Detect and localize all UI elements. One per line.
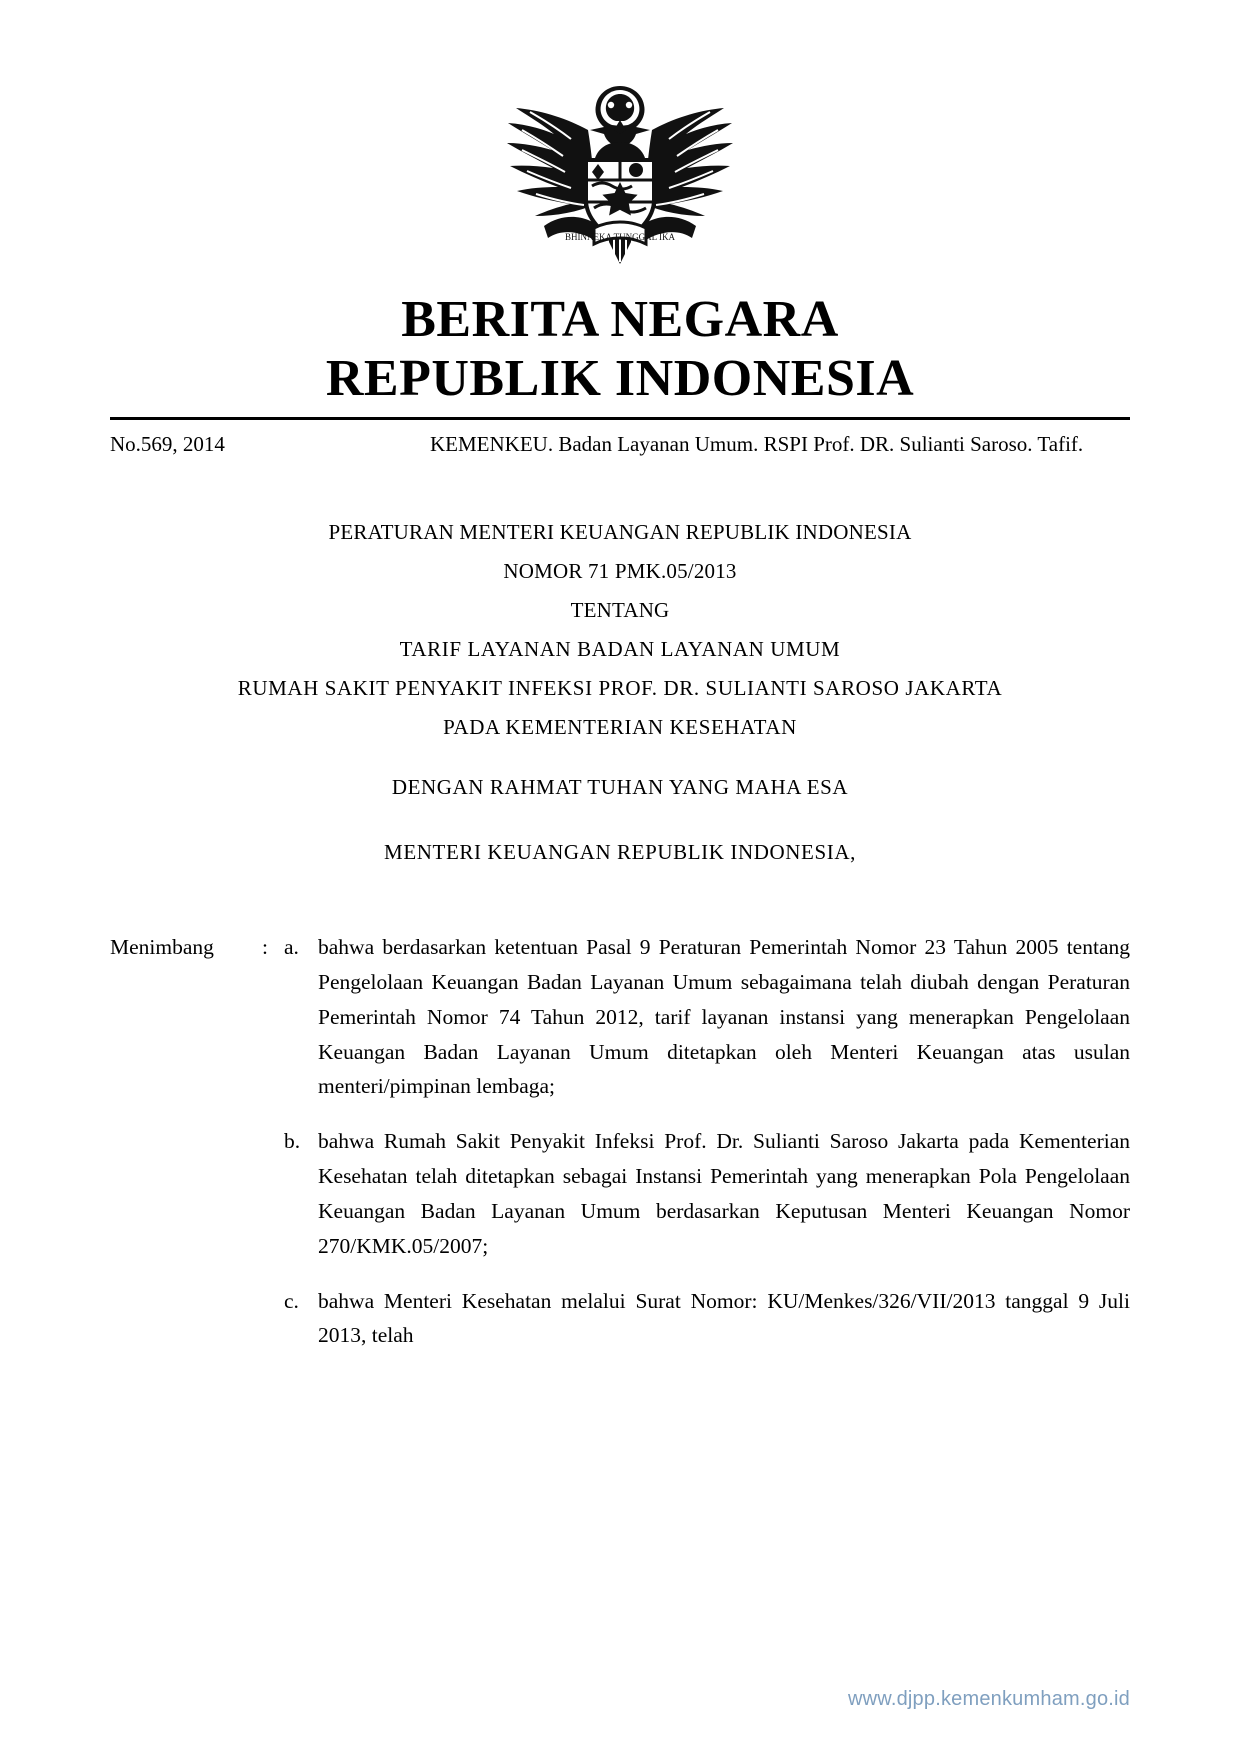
- considering-text-c: bahwa Menteri Kesehatan melalui Surat Nomor: KU/Menkes/326/VII/2013 tanggal 9 Juli 2013, telah: [318, 1288, 1130, 1348]
- footer-watermark-url: www.djpp.kemenkumham.go.id: [848, 1688, 1130, 1710]
- considering-text-b: bahwa Rumah Sakit Penyakit Infeksi Prof. Dr. Sulianti Saroso Jakarta pada Kementerian Kesehatan telah ditetapkan sebagai Instansi Pemerintah yang menerapkan Pola Pengelolaan Keuangan Badan Layanan Umum berdasarkan Keputusan Menteri Keuangan Nomor 270/KMK.05/2007;: [318, 1129, 1130, 1258]
- title-line-tentang: TENTANG: [570, 598, 670, 623]
- title-spacer-1: [110, 746, 1130, 768]
- title-line-subject-1: TARIF LAYANAN BADAN LAYANAN UMUM: [399, 636, 841, 661]
- title-line-number: NOMOR 71 PMK.05/2013: [503, 559, 737, 584]
- considering-letter-a: a.: [284, 935, 299, 960]
- considering-section: [110, 930, 1130, 1353]
- title-spacer-2: [110, 807, 1130, 833]
- considering-item-c: [110, 1284, 1130, 1354]
- issue-line: [110, 430, 1130, 460]
- title-line-institution: PERATURAN MENTERI KEUANGAN REPUBLIK INDONESIA: [328, 520, 912, 545]
- masthead-divider: [110, 417, 1130, 420]
- issue-subject: KEMENKEU. Badan Layanan Umum. RSPI Prof. DR. Sulianti Saroso. Tafif.: [430, 431, 1084, 456]
- title-line-blessing: DENGAN RAHMAT TUHAN YANG MAHA ESA: [391, 775, 849, 800]
- regulation-title-block: [110, 513, 1130, 872]
- considering-colon: :: [262, 935, 268, 960]
- considering-text-a: bahwa berdasarkan ketentuan Pasal 9 Peraturan Pemerintah Nomor 23 Tahun 2005 tentang Pengelolaan Keuangan Badan Layanan Umum sebagaimana telah diubah dengan Peraturan Pemerintah Nomor 74 Tahun 2012, tarif layanan instansi yang menerapkan Pengelolaan Keuangan Badan Layanan Umum ditetapkan oleh Menteri Keuangan atas usulan menteri/pimpinan lembaga;: [318, 935, 1130, 1099]
- considering-letter-b: b.: [284, 1129, 301, 1154]
- masthead-line-2: REPUBLIK INDONESIA: [325, 350, 915, 408]
- considering-item-a: [110, 930, 1130, 1104]
- masthead-title: [110, 290, 1130, 409]
- title-line-subject-2: RUMAH SAKIT PENYAKIT INFEKSI PROF. DR. SULIANTI SAROSO JAKARTA: [237, 675, 1003, 700]
- svg-text:BHINNEKA TUNGGAL IKA: BHINNEKA TUNGGAL IKA: [565, 232, 675, 242]
- considering-label: Menimbang: [110, 935, 214, 960]
- title-line-minister: MENTERI KEUANGAN REPUBLIK INDONESIA,: [384, 840, 856, 865]
- considering-letter-c: c.: [284, 1288, 299, 1313]
- considering-item-b: [110, 1124, 1130, 1263]
- issue-number: No.569, 2014: [110, 431, 225, 456]
- garuda-pancasila-icon: [110, 0, 1130, 268]
- title-line-subject-3: PADA KEMENTERIAN KESEHATAN: [443, 714, 797, 739]
- masthead-line-1: BERITA NEGARA: [401, 291, 839, 348]
